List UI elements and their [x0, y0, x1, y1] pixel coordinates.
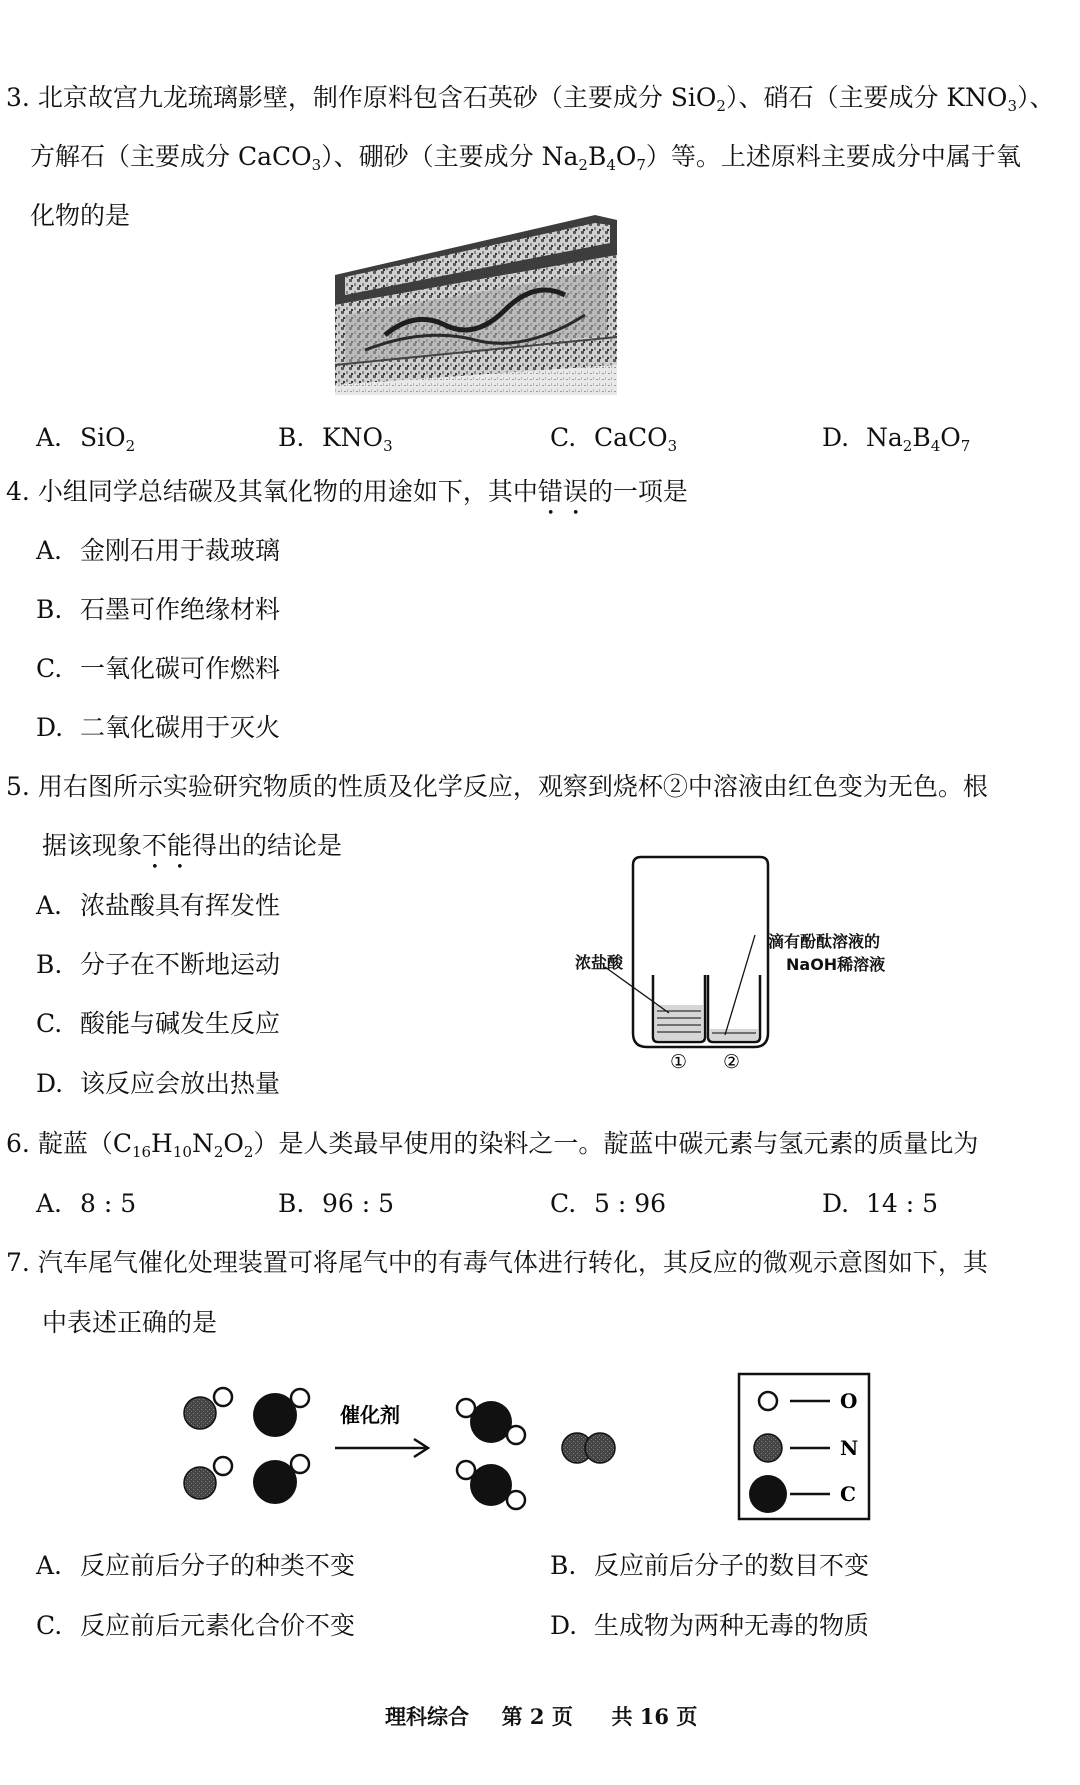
q7-option-a[interactable]: A. 反应前后分子的种类不变	[36, 1551, 356, 1580]
footer-page: 第 2 页	[501, 1704, 573, 1729]
q5-option-b[interactable]: B. 分子在不断地运动	[36, 950, 281, 979]
q3-stem-line3: 化物的是	[30, 201, 131, 230]
label-conc-hcl: 浓盐酸	[575, 953, 624, 972]
q7-number: 7.	[6, 1248, 30, 1277]
q7-option-b[interactable]: B. 反应前后分子的数目不变	[550, 1551, 870, 1580]
q3-option-a[interactable]: A. SiO$_2$	[36, 423, 136, 455]
q5-stem-line1: 5. 用右图所示实验研究物质的性质及化学反应，观察到烧杯②中溶液由红色变为无色。根	[6, 772, 988, 801]
legend-carbon: C	[840, 1482, 856, 1506]
q4-stem: 4. 小组同学总结碳及其氧化物的用途如下，其中错误的一项是	[6, 477, 688, 506]
q3-option-b[interactable]: B. $KNO_3$	[278, 423, 393, 455]
q4-number: 4.	[6, 477, 30, 506]
q4-option-d[interactable]: D. 二氧化碳用于灭火	[36, 713, 281, 742]
q7-stem-line1: 7. 汽车尾气催化处理装置可将尾气中的有毒气体进行转化，其反应的微观示意图如下，其	[6, 1248, 988, 1277]
reactant-co-molecule-1	[253, 1389, 309, 1437]
label-phenolphthalein-naoh-2: NaOH稀溶液	[786, 955, 886, 974]
q6-number: 6.	[6, 1129, 30, 1158]
beaker2-label: ②	[723, 1051, 741, 1073]
q5-option-c[interactable]: C. 酸能与碱发生反应	[36, 1009, 281, 1038]
reactant-no-molecule-1	[184, 1388, 232, 1429]
nine-dragon-wall-photo	[325, 215, 617, 395]
label-phenolphthalein-naoh-1: 滴有酚酞溶液的	[768, 932, 881, 951]
footer-subject: 理科综合	[385, 1704, 469, 1729]
catalyst-label: 催化剂	[340, 1403, 400, 1427]
q3-number: 3.	[6, 83, 30, 112]
q7-option-d[interactable]: D. 生成物为两种无毒的物质	[550, 1611, 870, 1640]
product-co2-molecule-2	[457, 1461, 525, 1509]
page-footer	[385, 1703, 697, 1731]
q4-option-c[interactable]: C. 一氧化碳可作燃料	[36, 654, 281, 683]
q4-emphasis: 错误	[537, 477, 588, 506]
q5-option-a[interactable]: A. 浓盐酸具有挥发性	[36, 891, 281, 920]
q3-stem-line1: 3. 北京故宫九龙琉璃影壁，制作原料包含石英砂（主要成分 SiO$_2$）、硝石（主要成分 $KNO_3$）、	[6, 83, 1055, 115]
legend-oxygen: O	[840, 1389, 858, 1413]
q7-option-c[interactable]: C. 反应前后元素化合价不变	[36, 1611, 356, 1640]
q7-reaction-diagram	[180, 1360, 900, 1535]
q7-stem-line2: 中表述正确的是	[42, 1308, 218, 1337]
q6-option-c[interactable]: C. 5 : 96	[550, 1189, 667, 1218]
q5-number: 5.	[6, 772, 30, 801]
q6-option-b[interactable]: B. 96 : 5	[278, 1189, 395, 1218]
reactant-co-molecule-2	[253, 1455, 309, 1504]
q6-option-a[interactable]: A. 8 : 5	[36, 1189, 137, 1218]
q4-option-b[interactable]: B. 石墨可作绝缘材料	[36, 595, 281, 624]
q3-option-c[interactable]: C. CaCO$_3$	[550, 423, 678, 455]
q6-stem: 6. 靛蓝$(C_{16}H_{10}N_2O_2)$是人类最早使用的染料之一。靛蓝中碳元素与氢元素的质量比为	[6, 1129, 979, 1161]
product-n2-molecule	[562, 1433, 615, 1463]
q4-option-a[interactable]: A. 金刚石用于裁玻璃	[36, 536, 281, 565]
legend-nitrogen: N	[840, 1436, 859, 1460]
q3-stem-line2: 方解石（主要成分 CaCO$_3$）、硼砂（主要成分 $Na_2B_4O_7$）等。上述原料主要成分中属于氧	[30, 142, 1021, 174]
q6-option-d[interactable]: D. 14 : 5	[822, 1189, 939, 1218]
q3-option-d[interactable]: D. $Na_2B_4O_7$	[822, 423, 971, 455]
q5-stem-line2: 据该现象不能得出的结论是	[42, 831, 343, 860]
product-co2-molecule-1	[457, 1399, 525, 1444]
q5-emphasis: 不能	[142, 831, 193, 860]
footer-total: 共 16 页	[611, 1704, 698, 1729]
q5-option-d[interactable]: D. 该反应会放出热量	[36, 1069, 281, 1098]
reactant-no-molecule-2	[184, 1457, 232, 1499]
beaker1-label: ①	[670, 1051, 688, 1073]
